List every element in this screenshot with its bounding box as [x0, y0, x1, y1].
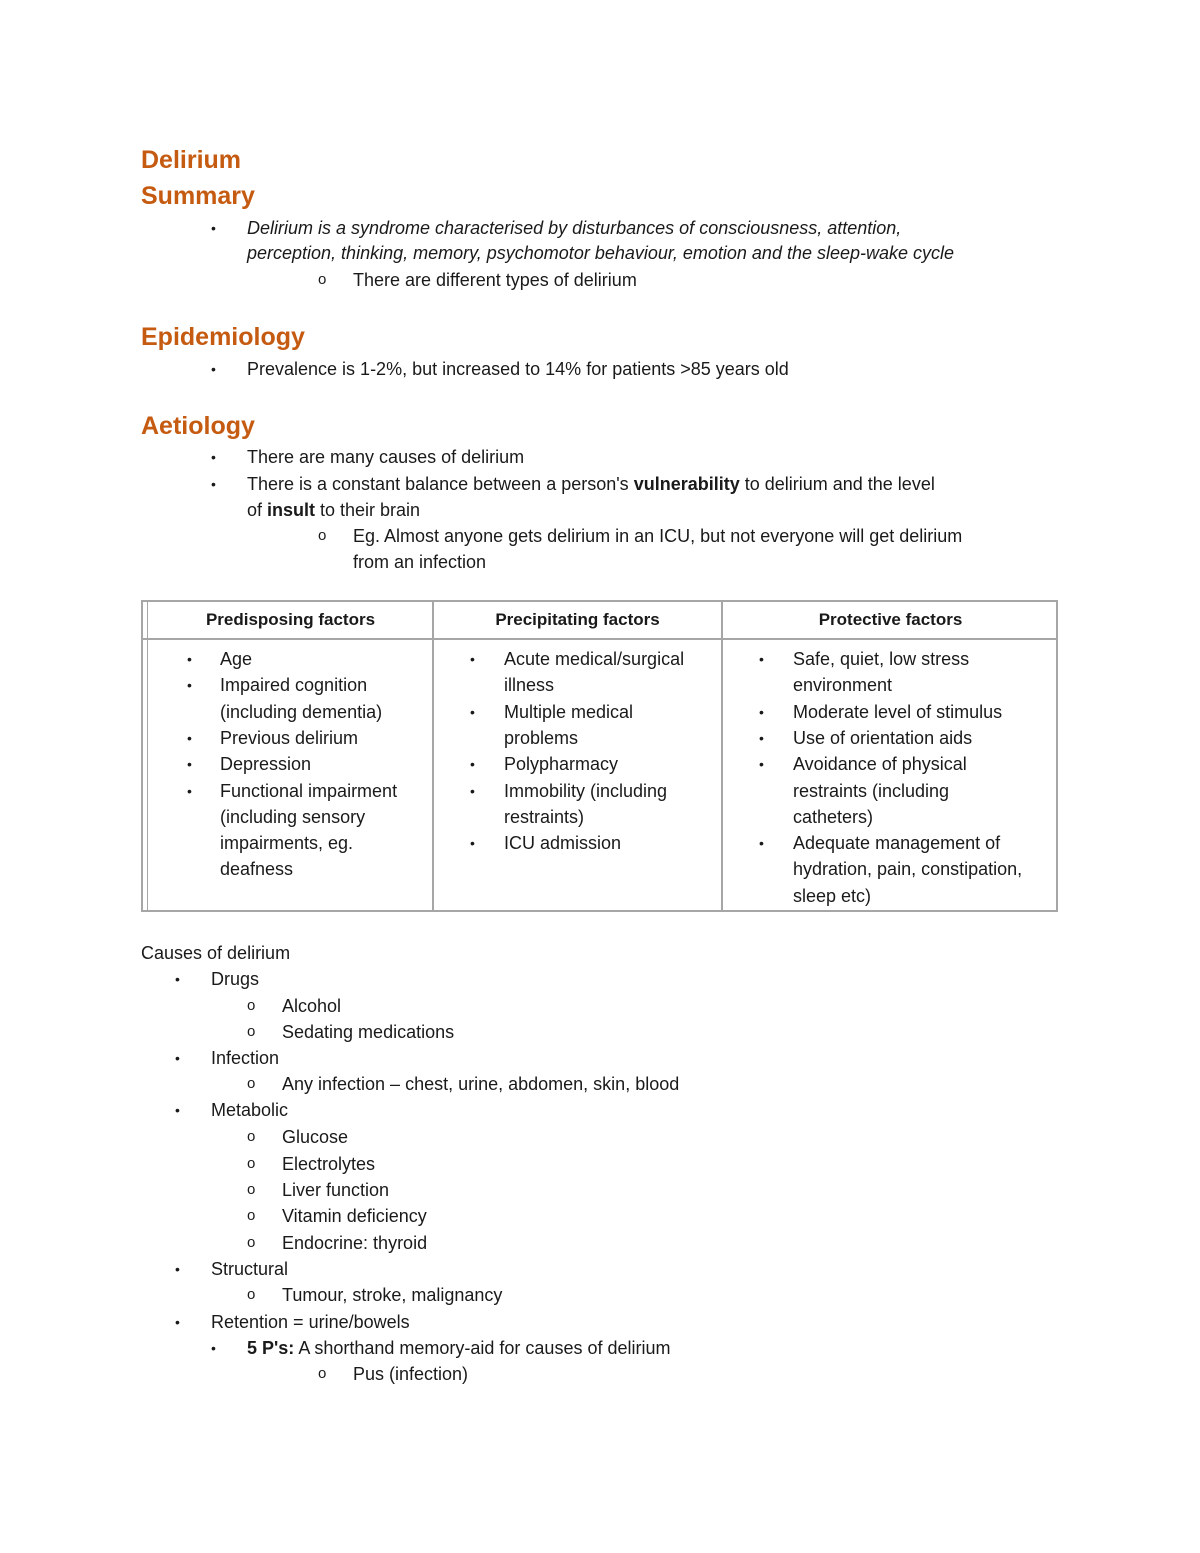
- cause-drugs: Drugs: [211, 969, 260, 989]
- cause-alcohol: Alcohol: [282, 996, 342, 1016]
- table-cell-item: problems: [504, 727, 579, 748]
- column-divider: [721, 602, 723, 910]
- bullet-icon: •: [211, 476, 216, 492]
- bullet-icon: •: [187, 756, 192, 773]
- table-cell-item: restraints (including: [793, 780, 950, 801]
- bullet-icon: •: [187, 782, 192, 799]
- table-cell-item: Use of orientation aids: [793, 727, 973, 748]
- bullet-icon: •: [759, 729, 764, 746]
- table-cell-item: deafness: [220, 859, 294, 880]
- table-border: [147, 602, 148, 910]
- cause-infection: Infection: [211, 1048, 280, 1068]
- table-cell-item: sleep etc): [793, 885, 872, 906]
- table-cell-item: environment: [793, 675, 893, 696]
- bullet-icon: •: [187, 729, 192, 746]
- bullet-icon: •: [175, 1050, 180, 1066]
- table-cell-item: restraints): [504, 806, 585, 827]
- sub-bullet-icon: o: [318, 271, 327, 288]
- text-run: to their brain: [315, 500, 421, 520]
- table-cell-item: catheters): [793, 806, 874, 827]
- text-run: A shorthand memory-aid for causes of delirium: [294, 1338, 671, 1358]
- table-cell-item: (including dementia): [220, 701, 383, 722]
- aetiology-bullet-1: There are many causes of delirium: [247, 447, 525, 467]
- page-title: Delirium: [141, 146, 242, 174]
- table-cell-item: Acute medical/surgical: [504, 649, 685, 669]
- table-cell-item: Safe, quiet, low stress: [793, 649, 970, 669]
- cause-liver: Liver function: [282, 1180, 390, 1200]
- bold-term: 5 P's:: [247, 1338, 295, 1358]
- bullet-icon: •: [175, 1102, 180, 1118]
- bullet-icon: •: [470, 651, 475, 667]
- table-cell-item: Functional impairment: [220, 780, 398, 801]
- sub-bullet-icon: o: [247, 1234, 256, 1251]
- bullet-icon: •: [211, 361, 216, 377]
- table-cell-item: Previous delirium: [220, 727, 359, 748]
- sub-bullet-icon: o: [318, 527, 327, 544]
- causes-heading: Causes of delirium: [141, 943, 291, 963]
- bullet-icon: •: [211, 220, 216, 236]
- sub-bullet-icon: o: [247, 997, 256, 1014]
- table-cell-item: Age: [220, 649, 253, 669]
- sub-bullet-icon: o: [247, 1181, 256, 1198]
- text-run: to delirium and the level: [739, 474, 935, 494]
- summary-heading: Summary: [141, 182, 255, 210]
- summary-sub-bullet: There are different types of delirium: [353, 270, 637, 290]
- bullet-icon: •: [211, 449, 216, 465]
- table-cell-item: Immobility (including: [504, 780, 668, 801]
- sub-bullet-icon: o: [247, 1286, 256, 1303]
- bullet-icon: •: [175, 971, 180, 987]
- factors-table: [141, 600, 1058, 912]
- bullet-icon: •: [759, 703, 764, 720]
- cause-endocrine: Endocrine: thyroid: [282, 1233, 428, 1253]
- bullet-icon: •: [470, 782, 475, 799]
- sub-bullet-icon: o: [247, 1023, 256, 1040]
- epidemiology-heading: Epidemiology: [141, 323, 305, 351]
- cause-glucose: Glucose: [282, 1127, 349, 1147]
- cause-electrolytes: Electrolytes: [282, 1154, 376, 1174]
- cause-vitamin: Vitamin deficiency: [282, 1206, 427, 1226]
- sub-bullet-icon: o: [247, 1155, 256, 1172]
- header-divider: [143, 638, 1056, 640]
- cause-retention: Retention = urine/bowels: [211, 1312, 410, 1332]
- sub-bullet-icon: o: [247, 1207, 256, 1224]
- table-header-predisposing: Predisposing factors: [205, 610, 376, 629]
- bullet-icon: •: [187, 651, 192, 667]
- cause-structural: Structural: [211, 1259, 289, 1279]
- table-cell-item: Depression: [220, 754, 312, 775]
- column-divider: [432, 602, 434, 910]
- summary-bullet-continued: perception, thinking, memory, psychomotor behaviour, emotion and the sleep-wake cycle: [247, 243, 955, 263]
- table-cell-item: Polypharmacy: [504, 754, 619, 775]
- aetiology-sub-bullet: Eg. Almost anyone gets delirium in an ICU, but not everyone will get delirium: [353, 526, 963, 546]
- bullet-icon: •: [759, 835, 764, 852]
- summary-bullet: Delirium is a syndrome characterised by disturbances of consciousness, attention,: [247, 218, 902, 238]
- cause-five-ps: [247, 1336, 670, 1360]
- bullet-icon: •: [470, 835, 475, 852]
- bullet-icon: •: [470, 756, 475, 773]
- epidemiology-bullet: Prevalence is 1-2%, but increased to 14% for patients >85 years old: [247, 359, 789, 379]
- sub-bullet-icon: o: [318, 1365, 327, 1382]
- bullet-icon: •: [187, 677, 192, 694]
- bullet-icon: •: [759, 756, 764, 773]
- bullet-icon: •: [175, 1314, 180, 1330]
- bold-term: vulnerability: [633, 474, 740, 494]
- aetiology-heading: Aetiology: [141, 412, 255, 440]
- table-cell-item: Impaired cognition: [220, 675, 368, 696]
- bullet-icon: •: [759, 651, 764, 667]
- text-run: There is a constant balance between a person's: [247, 474, 634, 494]
- aetiology-sub-bullet-continued: from an infection: [353, 552, 487, 572]
- cause-sedating: Sedating medications: [282, 1022, 455, 1042]
- table-cell-item: Adequate management of: [793, 833, 1001, 854]
- cause-metabolic: Metabolic: [211, 1100, 289, 1120]
- bold-term: insult: [267, 500, 316, 520]
- bullet-icon: •: [175, 1261, 180, 1277]
- aetiology-bullet-2-continued: [247, 498, 420, 522]
- cause-pus: Pus (infection): [353, 1364, 469, 1384]
- cause-tumour: Tumour, stroke, malignancy: [282, 1285, 503, 1305]
- aetiology-bullet-2: [247, 472, 935, 496]
- table-header-precipitating: Precipitating factors: [495, 610, 660, 629]
- table-cell-item: hydration, pain, constipation,: [793, 859, 1023, 880]
- table-cell-item: illness: [504, 675, 555, 696]
- sub-bullet-icon: o: [247, 1075, 256, 1092]
- table-cell-item: impairments, eg.: [220, 833, 354, 854]
- table-cell-item: Avoidance of physical: [793, 754, 967, 775]
- bullet-icon: •: [470, 703, 475, 720]
- cause-any-infection: Any infection – chest, urine, abdomen, skin, blood: [282, 1074, 680, 1094]
- table-cell-item: Moderate level of stimulus: [793, 701, 1003, 722]
- text-run: of: [247, 500, 268, 520]
- bullet-icon: •: [211, 1340, 216, 1356]
- table-cell-item: (including sensory: [220, 806, 366, 827]
- table-header-protective: Protective factors: [818, 610, 963, 629]
- table-cell-item: Multiple medical: [504, 701, 634, 722]
- table-cell-item: ICU admission: [504, 833, 622, 854]
- sub-bullet-icon: o: [247, 1128, 256, 1145]
